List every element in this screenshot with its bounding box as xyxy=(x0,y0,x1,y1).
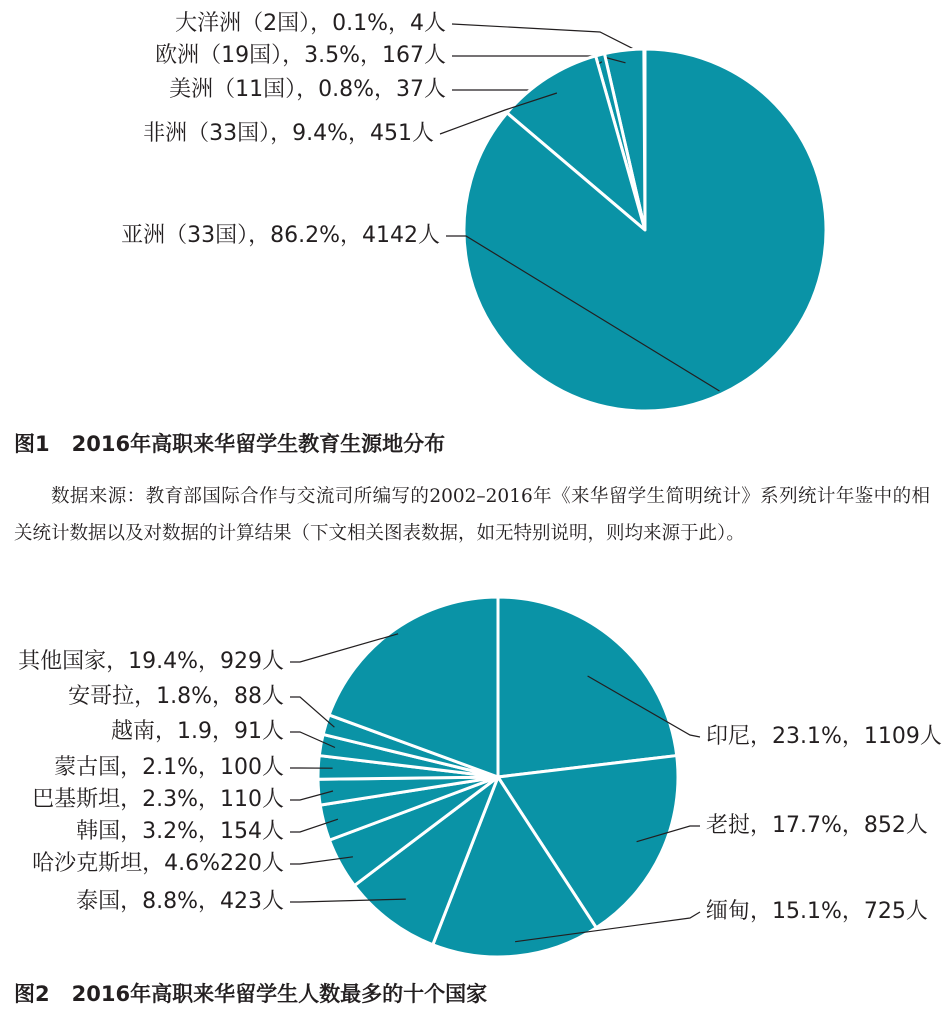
figure2-number: 图2 xyxy=(14,982,50,1006)
slice-label-6: 韩国，3.2%，154人 xyxy=(76,819,284,844)
pie-chart-countries xyxy=(18,597,942,957)
data-source-note: 数据来源：教育部国际合作与交流司所编写的2002–2016年《来华留学生简明统计》系列统计年鉴中的相关统计数据以及对数据的计算结果（下文相关图表数据，如无特别说明，则均来源于此）。 xyxy=(14,486,930,544)
slice-label-1: 印尼，23.1%，1109人 xyxy=(706,724,942,749)
slice-label-2: 老挝，17.7%，852人 xyxy=(706,813,928,838)
slice-label-2: 欧洲（19国），3.5%，167人 xyxy=(155,43,446,68)
slice-label-1: 大洋洲（2国），0.1%，4人 xyxy=(175,11,446,36)
leader-line-1 xyxy=(452,24,644,54)
pie-slice-1 xyxy=(498,597,677,777)
figure1-title: 2016年高职来华留学生教育生源地分布 xyxy=(71,432,446,456)
slice-label-10: 安哥拉，1.8%，88人 xyxy=(68,684,284,709)
slice-label-9: 越南，1.9，91人 xyxy=(111,719,284,744)
slice-label-4: 泰国，8.8%，423人 xyxy=(76,889,284,914)
figure1-number: 图1 xyxy=(14,432,50,456)
slice-label-3: 缅甸，15.1%，725人 xyxy=(706,899,928,924)
slice-label-5: 哈沙克斯坦，4.6%220人 xyxy=(32,851,284,876)
slice-label-8: 蒙古国，2.1%，100人 xyxy=(54,755,284,780)
slice-label-5: 亚洲（33国），86.2%，4142人 xyxy=(121,223,440,248)
slice-label-3: 美洲（11国），0.8%，37人 xyxy=(169,77,446,102)
figure1-caption xyxy=(14,428,445,458)
slice-label-11: 其他国家，19.4%，929人 xyxy=(18,649,284,674)
figure2-title: 2016年高职来华留学生人数最多的十个国家 xyxy=(71,982,488,1006)
figure2-caption xyxy=(14,978,487,1008)
slice-label-7: 巴基斯坦，2.3%，110人 xyxy=(32,787,284,812)
pie-chart-regions xyxy=(121,11,826,411)
slice-label-4: 非洲（33国），9.4%，451人 xyxy=(143,121,434,146)
